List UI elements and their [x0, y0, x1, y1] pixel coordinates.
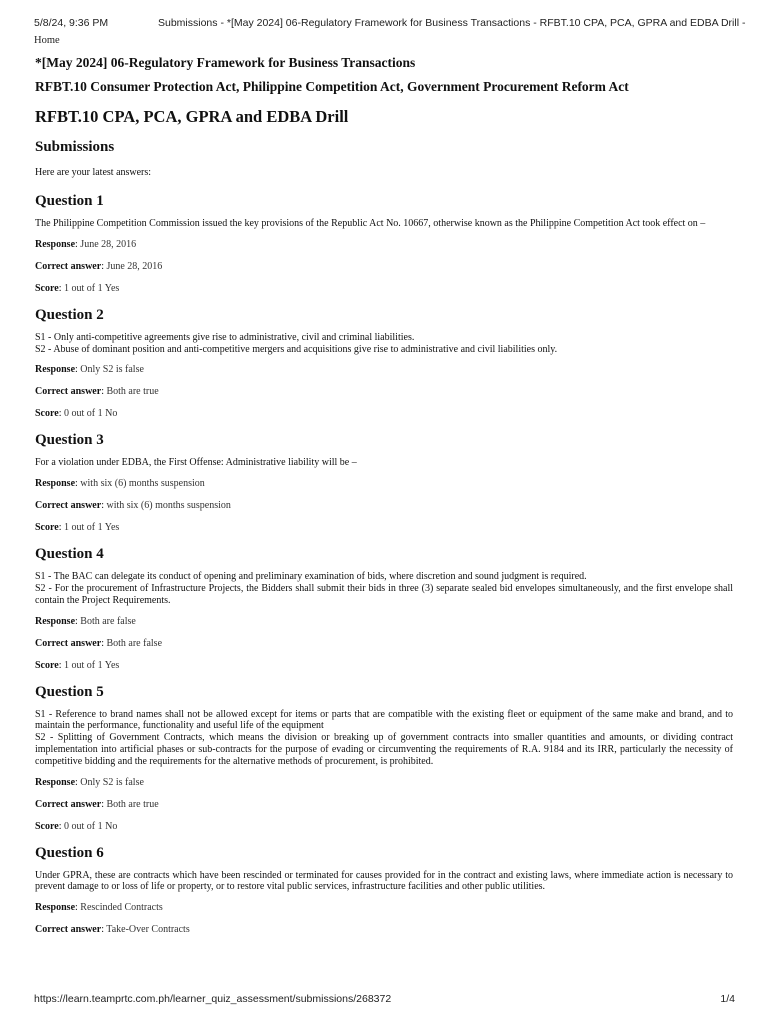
correct-answer-field: Correct answer: Both are true [35, 798, 159, 810]
question-statement: S2 - For the procurement of Infrastructure Projects, the Bidders shall submit their bids in three (3) separate sealed bid envelopes simultaneously, and the first envelope shall contain the Project Requirements. [35, 582, 733, 606]
question-block [35, 430, 733, 534]
question-statement: S1 - The BAC can delegate its conduct of opening and preliminary examination of bids, where discretion and sound judgment is required. [35, 571, 587, 583]
question-text [35, 709, 733, 768]
question-text [35, 457, 733, 469]
response-field: Response: Both are false [35, 615, 136, 627]
score-value: 1 out of 1 Yes [63, 282, 120, 294]
question-title: Question 5 [35, 683, 104, 700]
correct-answer-field: Correct answer: Both are false [35, 637, 163, 649]
score-field: Score: 0 out of 1 No [35, 408, 118, 420]
question-title: Question 3 [35, 432, 104, 449]
response-field: Response: Rescinded Contracts [35, 902, 163, 914]
correct-answer-value: with six (6) months suspension [106, 500, 231, 512]
correct-answer-label: Correct answer [35, 500, 102, 512]
correct-answer-value: Both are false [106, 637, 163, 649]
score-field: Score: 1 out of 1 Yes [35, 659, 120, 671]
response-field: Response: Only S2 is false [35, 364, 144, 376]
module-title[interactable]: RFBT.10 Consumer Protection Act, Philippine Competition Act, Government Procurement Reform Act [35, 79, 629, 94]
correct-answer-field: Correct answer: June 28, 2016 [35, 260, 163, 272]
correct-answer-label: Correct answer [35, 924, 102, 936]
response-label: Response [35, 902, 76, 914]
response-field: Response: June 28, 2016 [35, 238, 137, 250]
score-label: Score [35, 282, 59, 294]
question-statement: S2 - Abuse of dominant position and anti-competitive mergers and acquisitions give rise to administrative and civil liabilities only. [35, 343, 558, 355]
question-title: Question 6 [35, 844, 104, 861]
response-field: Response: Only S2 is false [35, 776, 144, 788]
response-label: Response [35, 615, 76, 627]
correct-answer-label: Correct answer [35, 260, 102, 272]
response-value: with six (6) months suspension [80, 478, 205, 490]
print-page-number: 1/4 [720, 993, 735, 1005]
question-text [35, 571, 733, 606]
response-value: Only S2 is false [80, 776, 144, 788]
score-label: Score [35, 408, 59, 420]
response-value: Only S2 is false [80, 364, 144, 376]
score-field: Score: 0 out of 1 No [35, 820, 118, 832]
question-text [35, 870, 733, 894]
response-field: Response: with six (6) months suspension [35, 478, 205, 490]
response-label: Response [35, 478, 76, 490]
main-content [35, 55, 733, 946]
correct-answer-value: Both are true [106, 798, 159, 810]
correct-answer-field: Correct answer: Take-Over Contracts [35, 924, 190, 936]
question-title: Question 1 [35, 193, 104, 209]
question-statement: S1 - Only anti-competitive agreements give rise to administrative, civil and criminal liabilities. [35, 331, 415, 343]
score-field: Score: 1 out of 1 Yes [35, 282, 120, 294]
response-value: June 28, 2016 [80, 238, 137, 250]
correct-answer-field: Correct answer: Both are true [35, 386, 159, 398]
course-title[interactable]: *[May 2024] 06-Regulatory Framework for Business Transactions [35, 55, 416, 70]
question-text [35, 218, 733, 230]
page-title: RFBT.10 CPA, PCA, GPRA and EDBA Drill [35, 107, 349, 126]
score-value: 0 out of 1 No [63, 820, 118, 832]
response-value: Both are false [80, 615, 136, 627]
response-label: Response [35, 238, 76, 250]
score-value: 1 out of 1 Yes [63, 522, 120, 534]
question-list [35, 191, 733, 936]
question-title: Question 4 [35, 546, 104, 563]
question-block [35, 682, 733, 833]
response-label: Response [35, 776, 76, 788]
correct-answer-label: Correct answer [35, 637, 102, 649]
question-block [35, 843, 733, 937]
question-block [35, 544, 733, 671]
question-title: Question 2 [35, 306, 104, 323]
score-value: 1 out of 1 Yes [63, 659, 120, 671]
question-statement: S2 - Splitting of Government Contracts, which means the division or breaking up of government contracts into smaller quantities and amounts, or dividing contract implementation into artificial phases or sub-contracts for the purpose of evading or circumventing the requirements of R.A. 9184 and its IRR, particularly the necessity of competitive bidding and the requirements for the alternative methods of procurement, is prohibited. [35, 732, 733, 767]
correct-answer-value: June 28, 2016 [106, 260, 163, 272]
print-url: https://learn.teamprtc.com.ph/learner_quiz_assessment/submissions/268372 [34, 993, 392, 1005]
score-label: Score [35, 659, 59, 671]
question-text [35, 332, 733, 356]
correct-answer-label: Correct answer [35, 798, 102, 810]
question-statement: Under GPRA, these are contracts which have been rescinded or terminated for causes provided for in the contract and existing laws, where immediate action is necessary to prevent damage to or loss of life or property, or to restore vital public services, infrastructure facilities and other public utilities. [35, 869, 733, 893]
score-field: Score: 1 out of 1 Yes [35, 522, 120, 534]
question-block [35, 305, 733, 421]
response-label: Response [35, 364, 76, 376]
question-statement: The Philippine Competition Commission issued the key provisions of the Republic Act No. 10667, otherwise known as the Philippine Competition Act took effect on – [35, 218, 706, 229]
print-datetime: 5/8/24, 9:36 PM [34, 17, 109, 29]
score-label: Score [35, 522, 59, 534]
question-block [35, 191, 733, 295]
correct-answer-value: Take-Over Contracts [106, 924, 190, 936]
correct-answer-field: Correct answer: with six (6) months suspension [35, 500, 231, 512]
print-page-title-continued: Home [34, 35, 60, 46]
print-page-title: Submissions - *[May 2024] 06-Regulatory Framework for Business Transactions - RFBT.10 CPA, PCA, GPRA and EDBA Drill - [158, 17, 746, 29]
submissions-heading: Submissions [35, 139, 115, 155]
question-statement: For a violation under EDBA, the First Offense: Administrative liability will be – [35, 457, 357, 469]
response-value: Rescinded Contracts [80, 902, 163, 914]
score-value: 0 out of 1 No [63, 408, 118, 420]
score-label: Score [35, 820, 59, 832]
intro-text: Here are your latest answers: [35, 167, 152, 178]
correct-answer-value: Both are true [106, 386, 159, 398]
question-statement: S1 - Reference to brand names shall not be allowed except for items or parts that are compatible with the existing fleet or equipment of the same make and brand, and to maintain the performance, functionality and useful life of the equipment [35, 708, 733, 732]
correct-answer-label: Correct answer [35, 386, 102, 398]
